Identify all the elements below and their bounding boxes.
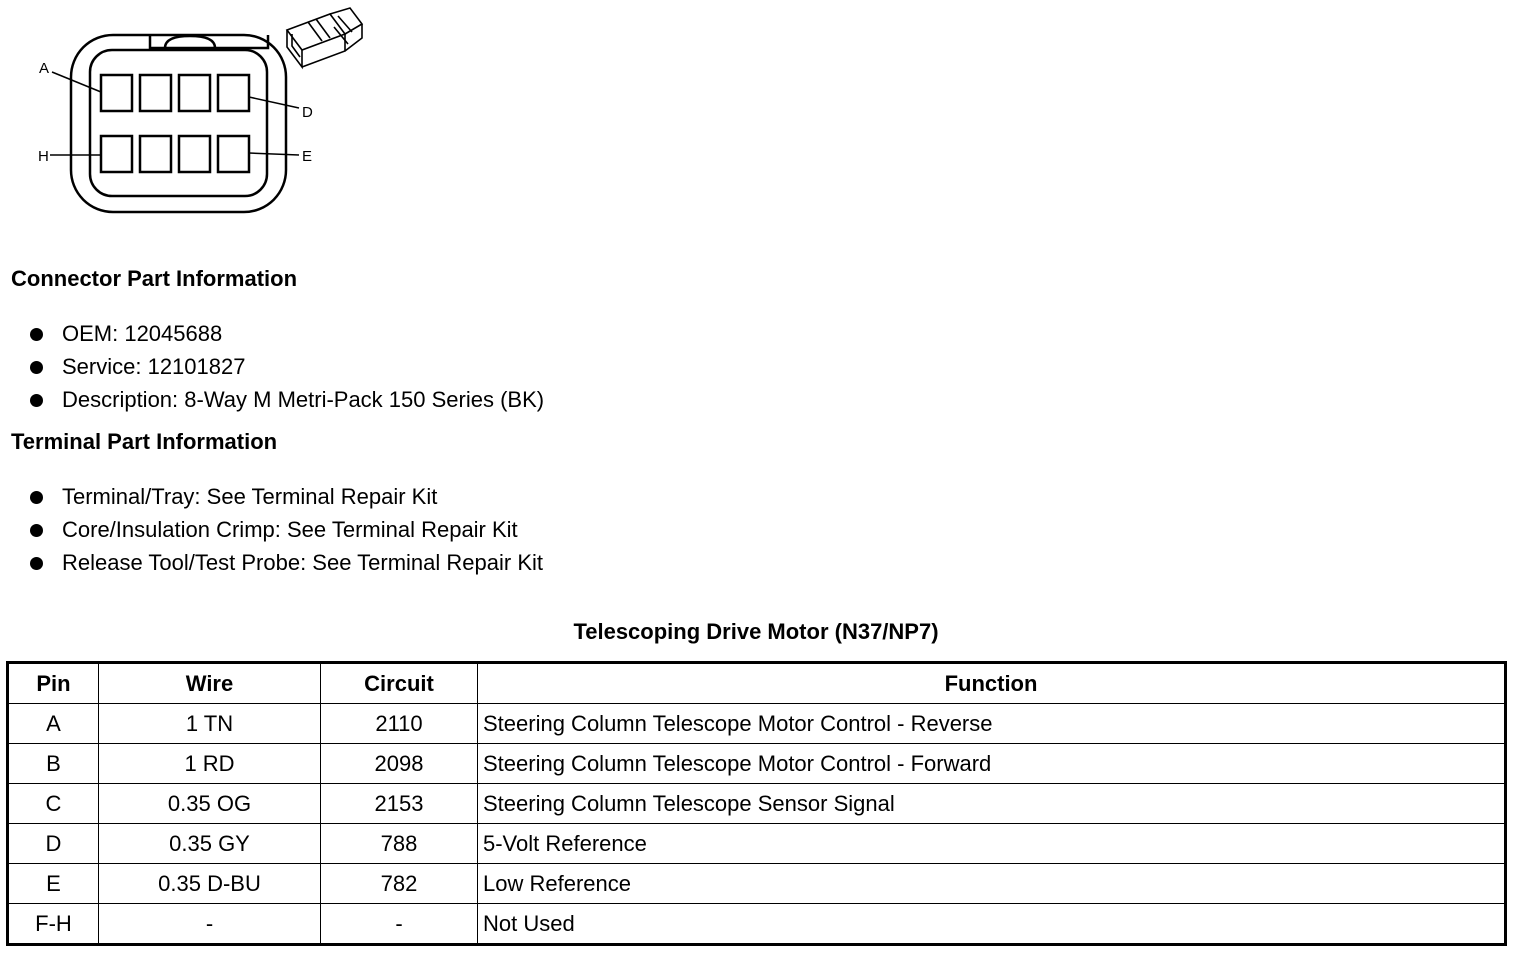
cell-wire: 0.35 D-BU: [99, 864, 321, 904]
cell-pin: D: [8, 824, 99, 864]
cell-circuit: 782: [321, 864, 478, 904]
table-row: [8, 744, 1506, 784]
terminal-part-heading: Terminal Part Information: [11, 429, 278, 454]
cavity-g: [140, 136, 171, 172]
cell-function: Steering Column Telescope Motor Control - Reverse: [478, 704, 1506, 744]
cavity-a: [101, 75, 132, 111]
cavity-e: [218, 136, 249, 172]
cell-function: Not Used: [478, 904, 1506, 945]
table-row: [8, 784, 1506, 824]
terminal-cavities: [101, 75, 249, 172]
terminal-part-list: [28, 480, 543, 579]
leader-e: [249, 153, 299, 155]
header-circuit: Circuit: [321, 663, 478, 704]
cavity-d: [218, 75, 249, 111]
connector-body: [71, 35, 286, 212]
leader-a: [52, 72, 101, 92]
header-pin: Pin: [8, 663, 99, 704]
cell-circuit: 788: [321, 824, 478, 864]
cavity-c: [179, 75, 210, 111]
cell-pin: F-H: [8, 904, 99, 945]
connector-part-item-service: Service: 12101827: [28, 350, 544, 383]
callout-a-label: A: [39, 60, 50, 77]
table-row: [8, 824, 1506, 864]
connector-inner-shell: [90, 50, 267, 196]
callout-leaders: [50, 72, 299, 155]
connector-part-list: [28, 317, 544, 416]
cell-wire: 0.35 GY: [99, 824, 321, 864]
cell-wire: 1 TN: [99, 704, 321, 744]
leader-d: [249, 97, 299, 108]
callout-h-label: H: [38, 148, 49, 165]
cell-circuit: 2110: [321, 704, 478, 744]
cell-pin: E: [8, 864, 99, 904]
header-function: Function: [478, 663, 1506, 704]
connector-3d-thumbnail-icon: [287, 8, 362, 67]
cell-circuit: -: [321, 904, 478, 945]
cell-function: Low Reference: [478, 864, 1506, 904]
terminal-part-item-tool: Release Tool/Test Probe: See Terminal Repair Kit: [28, 546, 543, 579]
callout-d-label: D: [302, 104, 313, 121]
cell-function: Steering Column Telescope Motor Control - Forward: [478, 744, 1506, 784]
cell-function: 5-Volt Reference: [478, 824, 1506, 864]
connector-part-item-oem: OEM: 12045688: [28, 317, 544, 350]
cell-circuit: 2153: [321, 784, 478, 824]
pin-table-header-row: [8, 663, 1506, 704]
cavity-h: [101, 136, 132, 172]
table-row: [8, 864, 1506, 904]
callout-e-label: E: [302, 148, 313, 165]
terminal-part-item-tray: Terminal/Tray: See Terminal Repair Kit: [28, 480, 543, 513]
connector-face-diagram: [0, 0, 380, 225]
connector-part-item-description: Description: 8-Way M Metri-Pack 150 Series (BK): [28, 383, 544, 416]
table-row: [8, 704, 1506, 744]
connector-outer-shell: [71, 35, 286, 212]
connector-part-heading: Connector Part Information: [11, 266, 298, 291]
cell-wire: 1 RD: [99, 744, 321, 784]
pin-table: [6, 661, 1507, 946]
terminal-part-item-crimp: Core/Insulation Crimp: See Terminal Repair Kit: [28, 513, 543, 546]
cell-pin: A: [8, 704, 99, 744]
header-wire: Wire: [99, 663, 321, 704]
cell-wire: -: [99, 904, 321, 945]
cell-pin: C: [8, 784, 99, 824]
pin-table-title: Telescoping Drive Motor (N37/NP7): [573, 619, 939, 644]
cavity-f: [179, 136, 210, 172]
cell-pin: B: [8, 744, 99, 784]
connector-latch: [165, 36, 215, 48]
table-row: [8, 904, 1506, 945]
cavity-b: [140, 75, 171, 111]
cell-function: Steering Column Telescope Sensor Signal: [478, 784, 1506, 824]
cell-circuit: 2098: [321, 744, 478, 784]
cell-wire: 0.35 OG: [99, 784, 321, 824]
